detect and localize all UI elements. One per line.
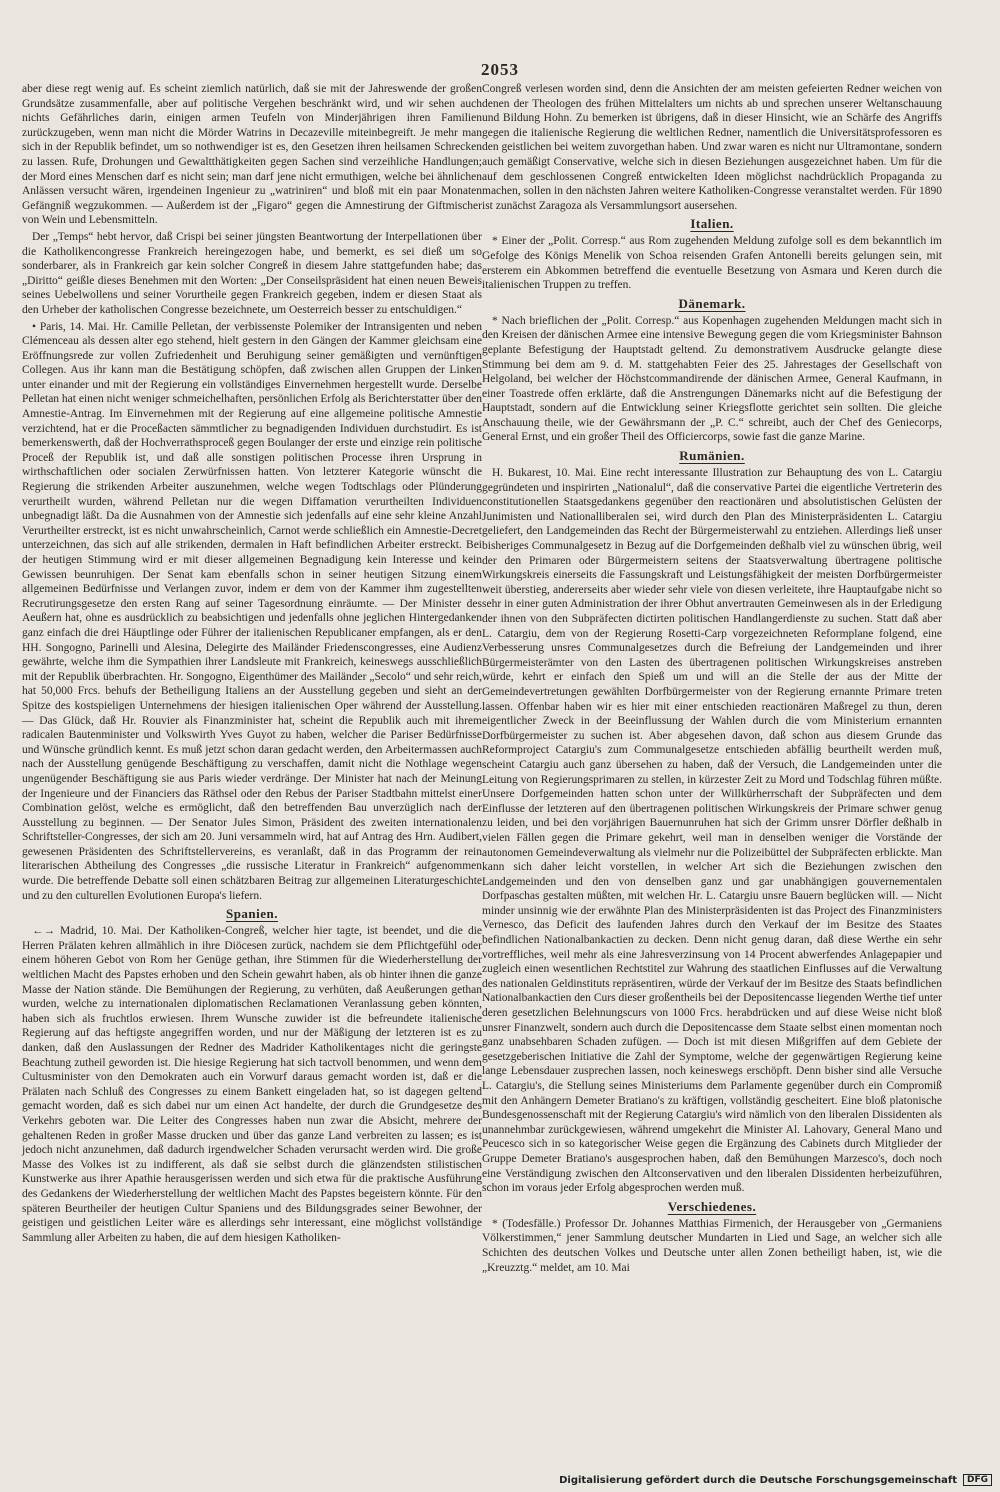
page-number: 2053 bbox=[481, 60, 519, 79]
article-paragraph: • Paris, 14. Mai. Hr. Camille Pelletan, der verbissenste Polemiker der Intransigenten und neben Clémenceau als dessen alter ego stehend, hielt gestern in den Gängen der Kammer gleichsam eine Eröffnungsrede zur vollen Zufriedenheit und Beruhigung seiner gemäßigten und vernünftigen Collegen. Aus ihr kann man die Bestätigung schöpfen, daß zwischen allen Gruppen der Linken unter einander und mit der Regierung ein vollständiges Einvernehmen hergestellt wurde. Derselbe Pelletan hat einen nicht weniger schmeichelhaften, persönlichen Erfolg als Berichterstatter über den Amnestie-Antrag. Im Einvernehmen mit der Regierung auf eine allgemeine politische Amnestie verzichtend, hat er die Proceßacten sämmtlicher zu begnadigenden Individuen durchstudirt. Es ist bemerkenswerth, daß der Hochverrathsproceß gegen Boulanger der erste und einzige rein politische Proceß der Republik ist, und daß alle sonstigen politischen Processe ihren Ursprung in wirthschaftlichen oder socialen Zerwürfnissen hatten. Von letzterer Kategorie wünscht die Regierung die strikenden Arbeiter auszunehmen, welche wegen Todtschlags oder Plünderung verurtheilt wurden, während Pelletan nur die wegen Diffamation verurtheilten Individuen unbegnadigt läßt. Da die Ausnahmen von der Amnestie sich jedenfalls auf eine sehr kleine Anzahl Verurtheilter erstreckt, ist es nicht unwahrscheinlich, Carnot werde schließlich ein Amnestie-Decret unterzeichnen, das sich auf alle strikenden, dermalen in Haft befindlichen Arbeiter erstreckt. Bei der heutigen Stimmung wird er mit dieser allgemeinen Begnadigung kein Interesse und kein Gewissen beunruhigen. Der Senat kam ebenfalls schon in seiner heutigen Sitzung einem allgemeinen Bedürfnisse und Verlangen zuvor, indem er dem von der Kammer ihm zugestellten Recrutirungsgesetze den ersten Rang auf seiner Tagesordnung einräumte. — Der Minister des Aeußern hat, ohne es ausdrücklich zu beabsichtigen und jedenfalls ohne jeglichen Hintergedanken ganz einfach die drei Häuptlinge oder Führer der italienischen Republicaner empfangen, als er den HH. Songogno, Parinelli und Alesina, Delegirte des Mailänder Friedenscongresses, eine Audienz gewährte, welche ihm die Sympathien ihrer Landsleute mit Frankreich, keineswegs ausschließlich mit der Republik überbrachten. Hr. Songogno, Eigenthümer des Mailänder „Secolo“ und sehr reich, hat 50,000 Frcs. behufs der Betheiligung Italiens an der Ausstellung gegeben und sieht an der Spitze des kostspieligen Unternehmens der hiesigen italienischen Oper während der Ausstellung. — Das Glück, daß Hr. Rouvier als Finanzminister hat, scheint die Republik auch mit ihrem radicalen Bautenminister und Volkswirth Yves Guyot zu haben, welcher die Pariser Bedürfnisse und Wünsche gründlich kennt. Es muß jetzt schon daran gedacht werden, den Arbeitermassen auch nach der Ausstellung genügende Beschäftigung zu verschaffen, damit nicht die Nothlage wegen ungenügender Beschäftigung sie aus Paris wieder verdränge. Der Minister hat nach der Meinung der Ingenieure und der Financiers das Räthsel oder den Rebus der Pariser Stadtbahn mittelst einer Combination gelöst, welche es ermöglicht, daß den betreffenden Bau unverzüglich nach der Ausstellung zu beginnen. — Der Senator Jules Simon, Präsident des zweiten internationalen Schriftsteller-Congresses, der sich am 20. Juni versammeln wird, hat auf Antrag des Hrn. Audibert, gewesenen Präsidenten des Schriftstellervereins, es veranlaßt, daß in das Programm der rein literarischen Abtheilung des Congresses „die russische Literatur in Frankreich“ aufgenommen wurde. Die betreffende Debatte soll einen schätzbaren Beitrag zur allgemeinen Literaturgeschichte und zu den culturellen Evolutionen Europa's liefern. bbox=[22, 320, 482, 902]
footer bbox=[559, 1474, 992, 1486]
right-column bbox=[482, 82, 942, 1277]
article-paragraph: aber diese regt wenig auf. Es scheint ziemlich natürlich, daß sie mit der Jahreswende der großen Grundsätze zusammenfalle, aber auf politische Vergehen beschränkt wird, und wir sehen auch nichts Gefährliches darin, einigen armen Teufeln von Minderjährigen ihren Familien zurückzugeben, wenn man nicht die Mörder Watrins in Decazeville miteinbegreift. Je mehr man sich in der Republik befindet, um so nothwendiger ist es, den Gesetzen ihren heilsamen Schrecken zu lassen. Rufe, Drohungen und Gewaltthätigkeiten gegen Sachen sind verzeihliche Handlungen; der Mord eines Menschen darf es nicht sein; man darf jene nicht ermuthigen, welche bei ähnlichen Anlässen versucht wären, irgendeinen Ingenieur zu „watriniren“ und bloß mit ein paar Monaten Gefängniß wegzukommen. — Außerdem ist der „Figaro“ gegen die Amnestirung der Giftmischer von Wein und Lebensmitteln. bbox=[22, 83, 482, 227]
article-paragraph: * Nach brieflichen der „Polit. Corresp.“ aus Kopenhagen zugehenden Meldungen macht sich in den Kreisen der dänischen Armee eine intensive Bewegung gegen die vom Kriegsminister Bahnson geplante Befestigung der Hauptstadt geltend. Zu demonstrativem Ausdrucke gelangte diese Stimmung bei dem am 9. d. M. stattgehabten Feier des 25. Jahrestages der Gesellschaft von Helgoland, bei welcher der Höchstcommandirende der dänischen Armee, General Kaufmann, in einer Toastrede offen erklärte, daß die Anstrengungen Dänemarks nicht auf die Befestigung der Hauptstadt, sondern auf die Entwicklung seiner Kriegsflotte gerichtet sein sollten. Die gleiche Anschauung theile, wie der Gewährsmann der „P. C.“ schreibt, auch der Chef des Geniecorps, General Ernst, und ein großer Theil des Officiercorps, sowie fast die ganze Marine. bbox=[482, 314, 942, 444]
section-heading-misc: Verschiedenes. bbox=[667, 1198, 757, 1214]
section-heading-italy: Italien. bbox=[690, 216, 734, 232]
section-heading-denmark: Dänemark. bbox=[678, 295, 746, 311]
section-heading-spain: Spanien. bbox=[225, 906, 279, 922]
left-column bbox=[22, 82, 482, 1247]
article-paragraph: Congreß verlesen worden sind, denn die Ansichten der am meisten gefeierten Redner weichen von denen der Theologen des frühen Mittelalters um nichts ab und sprechen unserer Weltanschauung und Bildung Hohn. Zu bemerken ist übrigens, daß in dieser Hinsicht, wie an Schärfe des Angriffs gegen die italienische Regierung die weltlichen Redner, namentlich die Universitätsprofessoren es den geistlichen bei weitem zuvorgethan haben. Und zwar waren es nicht nur Ultramontane, sondern auch gemäßigt Conservative, welche sich in diesen Beziehungen ausgezeichnet haben. Um für die auf dem geschlossenen Congreß entwickelten Ideen möglichst nachdrücklich Propaganda zu machen, sollen in den nächsten Jahren weitere Katholiken-Congresse veranstaltet werden. Für 1890 ist zunächst Zaragoza als Versammlungsort ausersehen. bbox=[482, 83, 942, 212]
footer-text: Digitalisierung gefördert durch die Deutsche Forschungsgemeinschaft bbox=[559, 1474, 957, 1486]
section-heading-romania: Rumänien. bbox=[679, 448, 745, 464]
article-paragraph: Der „Temps“ hebt hervor, daß Crispi bei seiner jüngsten Beantwortung der Interpellationen über die Katholikencongresse Frankreich hereingezogen habe, und bemerkt, es sei dieß um so sonderbarer, als in Frankreich gar kein solcher Congreß in diesem Jahre stattgefunden habe; das „Diritto“ geißle dieses Benehmen mit den Worten: „Der Conseilspräsident hat einen neuen Beweis seines Uebelwollens und seiner Vorurtheile gegen Frankreich gegeben, indem er diesen Staat als den Urheber der katholischen Congresse bezeichnete, um Oesterreich besser zu entschuldigen.“ bbox=[22, 230, 482, 316]
article-paragraph: H. Bukarest, 10. Mai. Eine recht interessante Illustration zur Behauptung des von L. Catargiu gegründeten und inspirirten „Nationalul“, daß die conservative Partei die eigentliche Vertreterin des constitutionellen Staatsgedankens gegenüber den reactionären und absolutistischen Gelüsten der Junimisten und Nationalliberalen sei, wird durch den Plan des Ministerpräsidenten L. Catargiu geliefert, den Landgemeinden das Recht der Bürgermeisterwahl zu entziehen. Allerdings ließ unser bisheriges Communalgesetz in Bezug auf die Dorfgemeinden deßhalb viel zu wünschen übrig, weil der den Primaren oder Bürgermeistern seitens der Staatsverwaltung übertragene politische Wirkungskreis einerseits die Fassungskraft und Leistungsfähigkeit der meisten Dorfbürgermeister weit überstieg, andererseits aber wieder sehr viele von diesen verleitete, ihre Hauptaufgabe nicht so sehr in einer guten Administration der ihrer Obhut anvertrauten Gemeinwesen als in der Erledigung der ihnen von den Subpräfecten dictirten politischen Handlangerdienste zu suchen. Statt daß aber L. Catargiu, dem von der Regierung Rosetti-Carp vorgezeichneten Reformplane folgend, eine Verbesserung unsres Communalgesetzes durch die Befreiung der Landgemeinden und ihrer Bürgermeisterämter von den Lasten des übertragenen politischen Wirkungskreises anstreben würde, kehrt er einfach den Spieß um und will an die Stelle der aus der Mitte der Gemeindevertretungen gewählten Dorfbürgermeister von der Regierung ernannte Primare treten lassen. Offenbar haben wir es hier mit einer entschieden reactionären Maßregel zu thun, deren eigentlicher Zweck in der Beeinflussung der Wahlen durch die vom Ministerium ernannten Dorfbürgermeister zu suchen ist. Aber abgesehen davon, daß schon aus diesem Grunde das Reformproject Catargiu's zum Communalgesetze entschieden abfällig beurtheilt werden muß, scheint Catargiu auch ganz übersehen zu haben, daß der Versuch, die Landgemeinden unter die Leitung von Regierungsprimaren zu stellen, in kürzester Zeit zu Mord und Todschlag führen müßte. Unsere Dorfgemeinden hatten schon unter der Willkürherrschaft der Subpräfecten und dem Einflusse der letzteren auf den übertragenen politischen Wirkungskreis der Primare schwer genug zu leiden, und bei den vorjährigen Bauernunruhen hat sich der Grimm unsrer Dörfler deßhalb in vielen Fällen gegen die Primare gekehrt, weil man in denselben weniger die Vorstände der autonomen Gemeindeverwaltung als vielmehr nur die Polizeibüttel der Subpräfecten erblickte. Man kann sich daher leicht vorstellen, in welcher Art sich die Beziehungen zwischen den Landgemeinden und den von denselben ganz und gar unabhängigen gouvernementalen Dorfpaschas gestalten müßten, mit welchen Hr. L. Catargiu unsre Bauern beglücken will. — Nicht minder unsinnig wie der erwähnte Plan des Ministerpräsidenten ist das Project des Finanzministers Vernesco, das Deficit des laufenden Jahres durch den Verkauf der im Besitze des Staates befindlichen Nationalbankactien zu decken. Denn nicht genug daran, daß diese Werthe ein sehr vortreffliches, weil mehr als eine Jahresverzinsung von 14 Procent abwerfendes Anlagepapier und zugleich einen wesentlichen Rechtstitel zur Wahrung des staatlichen Einflusses auf die Verwaltung des nationalen Geldinstituts repräsentiren, würde der Verkauf der im Besitze des Staats befindlichen Nationalbankactien den Curs dieser großentheils bei der Depositencasse liegenden Werthe tief unter deren gesetzlichen Belehnungscurs von 1000 Frcs. herabdrücken und auf diese Weise nicht bloß unsrer Finanzwelt, sondern auch durch die Depositencasse dem Staate selbst einen momentan noch ganz unabsehbaren Schaden zufügen. — Doch ist mit diesen Mißgriffen auf dem Gebiete der gesetzgeberischen Initiative die Zahl der Symptome, welche der gegenwärtigen Regierung keine lange Lebensdauer zusprechen lassen, noch keineswegs erschöpft. Denn bisher sind alle Versuche L. Catargiu's, die Stellung seines Ministeriums dem Parlamente gegenüber durch ein Compromiß mit den Anhängern Demeter Bratiano's zu kräftigen, vollständig gescheitert. Eine bloß platonische Bundesgenossenschaft mit der Regierung Catargiu's wird nämlich von den liberalen Dissidenten als unannehmbar zurückgewiesen, während umgekehrt die Minister Al. Lahovary, General Mano und Peucesco sich in so kategorischer Weise gegen die Ergänzung des Cabinets durch Mitglieder der Gruppe Demeter Bratiano's ausgesprochen haben, daß den Bemühungen Marzesco's, doch noch eine Verständigung zwischen den Altconservativen und den liberalen Dissidenten herbeizuführen, schon im voraus jeder Erfolg abgesprochen werden muß. bbox=[482, 467, 942, 1195]
article-paragraph: * Einer der „Polit. Corresp.“ aus Rom zugehenden Meldung zufolge soll es dem bekanntlich im Gefolge des Königs Menelik von Schoa reisenden Grafen Antonelli bereits gelungen sein, mit ersterem ein Abkommen betreffend die eventuelle Besetzung von Asmara und Keren durch die italienischen Truppen zu treffen. bbox=[482, 235, 942, 292]
article-paragraph: ←→ Madrid, 10. Mai. Der Katholiken-Congreß, welcher hier tagte, ist beendet, und die die Herren Prälaten kehren allmählich in ihre Diöcesen zurück, nachdem sie dem Pflichtgefühl oder einem höheren Gebot von Rom her Genüge gethan, ihre Stimmen für die Wiederherstellung der weltlichen Macht des Papstes erhoben und den Schein gewahrt haben, als ob hinter ihnen die ganze Masse der Nation stände. Die Bemühungen der Regierung, zu verhüten, daß Aeußerungen gethan wurden, welche zu internationalen diplomatischen Reclamationen Veranlassung geben könnten, haben sich als fruchtlos erwiesen. Ihrem Wunsche zuwider ist die befreundete italienische Regierung auf das heftigste angegriffen worden, und nur der Mäßigung der letzteren ist es zu danken, daß den Auslassungen der Redner des Madrider Katholikentages nicht die geringste Beachtung zutheil geworden ist. Die hiesige Regierung hat sich tactvoll benommen, und wenn dem Cultusminister von den Demokraten auch ein Vorwurf daraus gemacht worden ist, daß er die Prälaten nach Schluß des Congresses zu einem Bankett eingeladen hat, so ist dagegen geltend gemacht worden, daß es sich dabei nur um einen Act handelte, der durch die Grundgesetze des Verkehrs geboten war. Die Leiter des Congresses haben nun zwar die Absicht, mehrere der gehaltenen Reden in großer Masse drucken und über das ganze Land verbreiten zu lassen; es ist jedoch nicht anzunehmen, daß dadurch irgendwelcher Schaden verursacht werden wird. Die große Masse des Volkes ist zu indifferent, als daß sie selbst durch die glänzendsten stilistischen Kunstwerke aus ihrer Apathie herausgerissen werden und sich etwa für die praktische Ausführung des Gedankens der Wiederherstellung der weltlichen Macht des Papstes begeistern könnte. Für den späteren Beurtheiler der heutigen Cultur Spaniens und des Bildungsgrades seiner Bewohner, der geistigen und geistlichen Leiter wäre es allerdings sehr interessant, eine möglichst vollständige Sammlung aller Arbeiten zu haben, die auf dem hiesigen Katholiken- bbox=[22, 925, 482, 1244]
dfg-logo-icon: DFG bbox=[963, 1474, 992, 1486]
article-paragraph: * (Todesfälle.) Professor Dr. Johannes Matthias Firmenich, der Herausgeber von „Germaniens Völkerstimmen,“ jener Sammlung deutscher Mundarten in Lied und Sage, an welcher sich alle Schichten des deutschen Volkes und Deutsche unter allen Zonen betheiligt haben, ist, wie die „Kreuzztg.“ meldet, am 10. Mai bbox=[482, 1217, 942, 1274]
